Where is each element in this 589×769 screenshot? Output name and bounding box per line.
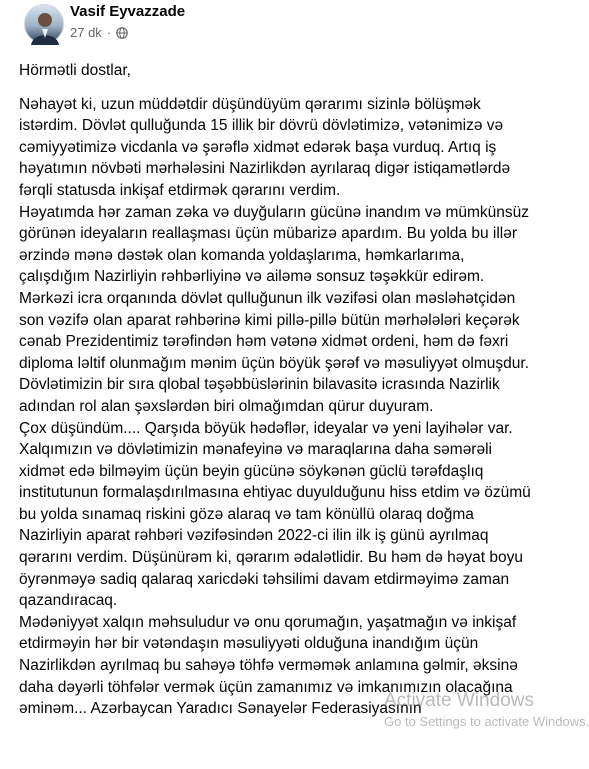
- globe-icon[interactable]: [116, 27, 128, 39]
- watermark-subtitle: Go to Settings to activate Windows.: [384, 714, 589, 729]
- post-body: [19, 60, 539, 720]
- post-paragraph: Nəhayət ki, uzun müddətdir düşündüyüm qərarımı sizinlə bölüşmək istərdim. Dövlət qulluğunda 15 illik bir dövrü dövlətimizə, vətənimizə və cəmiyyətimizə vicdanla və şərəflə xidmət edərək başa vurduq. Artıq iş həyatımın növbəti mərhələsini Nazirlikdən ayrılaraq digər istiqamətlərdə fərqli statusda inkişaf etdirmək qərarını verdim.: [19, 95, 511, 199]
- post-paragraph: Həyatımda hər zaman zəka və duyğuların gücünə inandım və mümkünsüz görünən ideyaların reallaşması üçün mübarizə apardım. Bu yolda bu illər ərzində mənə dəstək olan komanda yoldaşlarıma, həmkarlarıma, çalışdığım Nazirliyin rəhbərliyinə və ailəmə sonsuz təşəkkür edirəm.: [19, 203, 530, 286]
- post-paragraph: Mədəniyyət xalqın məhsuludur və onu qorumağın, yaşatmağın və inkişaf etdirməyin hər bir vətəndaşın məsuliyyəti olduğuna inandığım üçün Nazirlikdən ayrılmaq bu sahəyə töhfə verməmək anlamına gəlmir, əksinə daha dəyərli töhfələr vermək üçün zamanımız və imkanımızın olacağına əminəm... Azərbaycan Yaradıcı Sənayelər Federasiyasının: [19, 613, 518, 718]
- author-avatar[interactable]: [24, 4, 64, 44]
- watermark-title: Activate Windows: [384, 690, 534, 711]
- author-name[interactable]: Vasif Eyvazzade: [70, 3, 186, 20]
- person-silhouette-icon: [25, 5, 65, 45]
- post-meta: [70, 25, 128, 40]
- post-paragraph: Mərkəzi icra orqanında dövlət qulluğunun ilk vəzifəsi olan məsləhətçidən son vəzifə olan aparat rəhbərinə kimi pillə-pillə bütün mərhələləri keçərək cənab Prezidentimiz tərəfindən həm vətənə xidmət ordeni, həm də fəxri diploma ləltif olunmağım mənim üçün böyük şərəf və məsuliyyət olmuşdur. Dövlətimizin bir sıra qlobal təşəbbüslərinin bilavasitə icrasında Nazirlik adından rol alan şəxslərdən biri olmağımdan qürur duyuram.: [19, 289, 530, 415]
- post-paragraph: Çox düşündüm.... Qarşıda böyük hədəflər, ideyalar və yeni layihələr var. Xalqımızın və dövlətimizin mənafeyinə və maraqlarına daha səmərəli xidmət edə bilməyim üçün beyin gücünə söykənən güclü tərəfdaşlıq institutunun formalaşdırılmasına ehtiyac duyulduğunu hiss etdim və özümü bu yolda sınamaq riskini gözə alaraq və tam könüllü olaraq doğma Nazirliyin aparat rəhbəri vəzifəsindən 2022-ci ilin ilk iş günü ayrılmaq qərarını verdim. Düşünürəm ki, qərarım ədalətlidir. Bu həm də həyat boyu öyrənməyə sadiq qalaraq xaricdəki təhsilimi davam etdirməyimə zaman qazandıracaq.: [19, 419, 531, 610]
- post-timestamp[interactable]: 27 dk: [70, 25, 102, 40]
- meta-separator: ·: [106, 25, 112, 40]
- post-header: [12, 0, 544, 48]
- post-greeting: Hörmətli dostlar,: [19, 62, 131, 79]
